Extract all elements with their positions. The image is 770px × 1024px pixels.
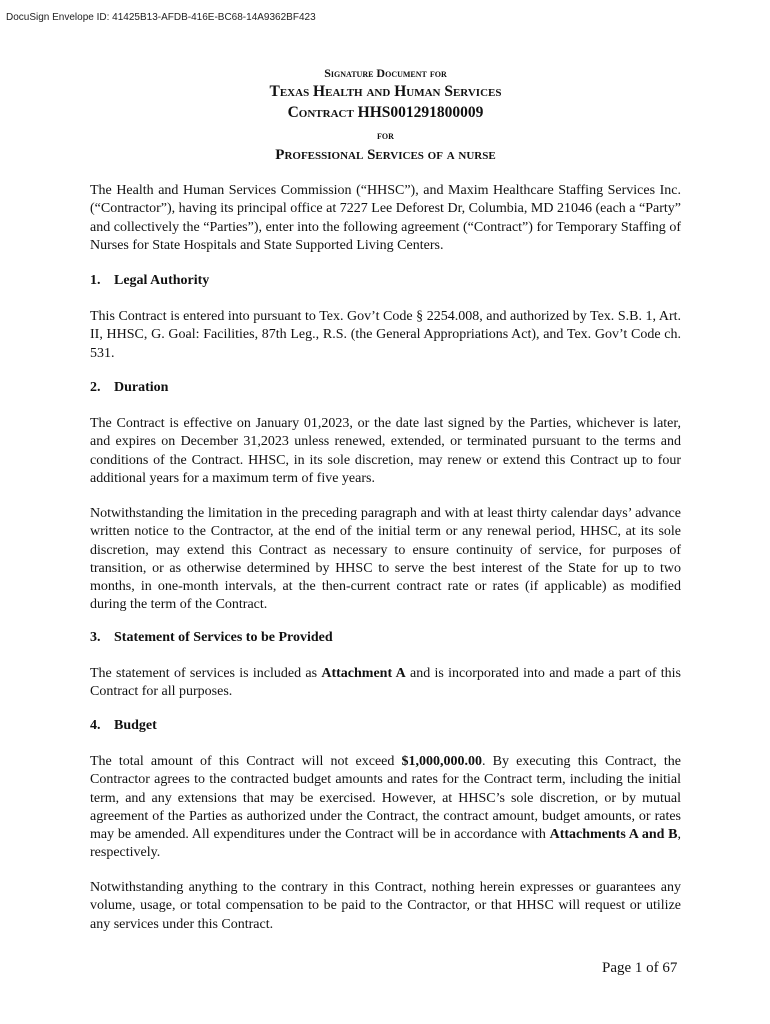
section-title: Statement of Services to be Provided bbox=[114, 630, 333, 645]
header-contract-number: Contract HHS001291800009 bbox=[287, 104, 484, 121]
intro-paragraph: The Health and Human Services Commission (“HHSC”), and Maxim Healthcare Staffing Services Inc. (“Contractor”), having its principal office at 7227 Lee Deforest Dr, Columbia, MD 21046 (each a “Party” and collectively the “Parties”), enter into the following agreement (“Contract”) for Temporary Staffing of Nurses for State Hospitals and State Supported Living Centers. bbox=[90, 183, 681, 253]
section-2-heading bbox=[90, 380, 168, 396]
section-number: 1. bbox=[90, 273, 101, 288]
section-4-paragraph-1 bbox=[90, 753, 681, 863]
section-2-paragraph-1: The Contract is effective on January 01,2023, or the date last signed by the Parties, whichever is later, and expires on December 31,2023 unless renewed, extended, or terminated pursuant to the terms and conditions of the Contract. HHSC, in its sole discretion, may renew or extend this Contract up to four additional years for a maximum term of five years. bbox=[90, 416, 681, 486]
attachment-a-reference: Attachment A bbox=[321, 666, 406, 681]
text-run: and is incorporated into and made a part of this Contract for all purposes. bbox=[90, 666, 682, 700]
section-2-paragraph-2: Notwithstanding the limitation in the preceding paragraph and with at least thirty calendar days’ advance written notice to the Contractor, at the end of the initial term or any renewal period, HHSC, at its sole discretion, may extend this Contract as necessary to ensure continuity of service, for purposes of transition, or as otherwise determined by HHSC to serve the best interest of the State for up to two months, in one-month intervals, at the then-current contract rate or rates (if applicable) as modified during the term of the Contract. bbox=[90, 506, 681, 613]
text-run: . By executing this Contract, the Contractor agrees to the contracted budget amounts and rates for the Contract term, including the initial term, and any extensions that may be exercised. However, at HHSC’s sole discretion, or by mutual agreement of the Parties as authorized under the Contract, the contract amount, budget amounts, or rates may be amended. All expenditures under the Contract will be in accordance with bbox=[90, 754, 682, 843]
section-number: 3. bbox=[90, 630, 101, 645]
section-title: Budget bbox=[114, 718, 157, 733]
section-1-heading bbox=[90, 273, 209, 289]
contract-amount: $1,000,000.00 bbox=[401, 754, 483, 769]
section-title: Legal Authority bbox=[114, 273, 210, 288]
section-4-heading bbox=[90, 718, 157, 734]
section-1-paragraph: This Contract is entered into pursuant to Tex. Gov’t Code § 2254.008, and authorized by Tex. S.B. 1, Art. II, HHSC, G. Goal: Facilities, 87th Leg., R.S. (the General Appropriations Act), and Tex. Gov’t Code ch. 531. bbox=[90, 309, 681, 361]
section-3-heading bbox=[90, 630, 333, 646]
text-run: The statement of services is included as bbox=[90, 666, 322, 681]
section-4-paragraph-2: Notwithstanding anything to the contrary in this Contract, nothing herein expresses or guarantees any volume, usage, or total compensation to be paid to the Contractor, or that HHSC will request or utilize any services under this Contract. bbox=[90, 880, 681, 932]
section-number: 4. bbox=[90, 718, 101, 733]
docusign-envelope-id: DocuSign Envelope ID: 41425B13-AFDB-416E-BC68-14A9362BF423 bbox=[6, 12, 316, 23]
header-services: Professional Services of a nurse bbox=[275, 147, 496, 163]
header-agency: Texas Health and Human Services bbox=[269, 83, 502, 100]
attachments-reference: Attachments A and B bbox=[549, 827, 678, 843]
page-number: Page 1 of 67 bbox=[602, 960, 678, 976]
header-for: for bbox=[377, 128, 394, 142]
section-3-paragraph bbox=[90, 665, 681, 702]
section-title: Duration bbox=[114, 380, 169, 395]
text-run: The total amount of this Contract will not exceed bbox=[90, 754, 402, 769]
section-number: 2. bbox=[90, 380, 101, 395]
header-signature-document: Signature Document for bbox=[324, 66, 447, 80]
text-run: , respectively. bbox=[90, 827, 681, 861]
